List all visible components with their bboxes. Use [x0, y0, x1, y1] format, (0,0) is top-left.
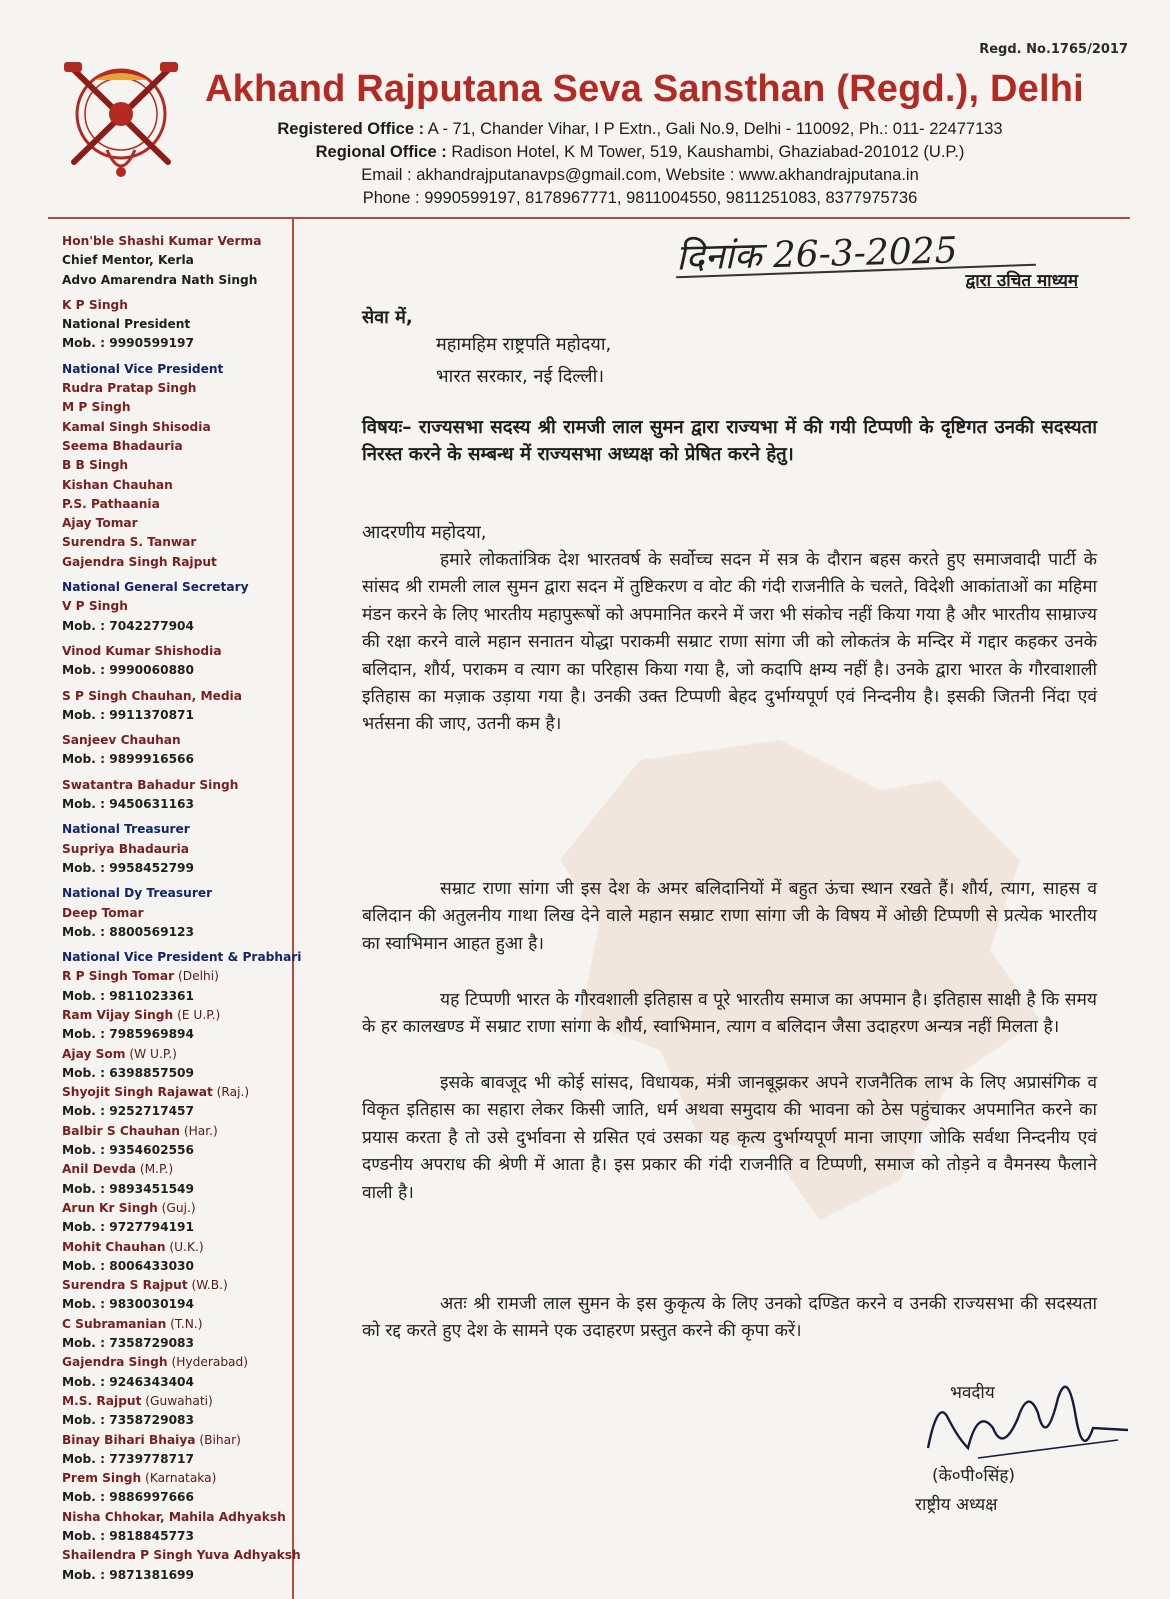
sidebar-entry [62, 495, 287, 514]
letter-paragraph-2: सम्राट राणा सांगा जी इस देश के अमर बलिदानियों में बहुत ऊंचा स्थान रखते हैं। शौर्य, त्याग, साहस व बलिदान की अतुलनीय गाथा लिख देने वाले महान सम्राट राणा सांगा जी के विषय में ओछी टिप्पणी से प्रत्येक भारतीय का स्वाभिमान आहत हुआ है। [362, 879, 1097, 954]
sidebar-entry-text: Ajay Som [62, 1046, 126, 1061]
sidebar-entry-text: National Dy Treasurer [62, 886, 213, 901]
sidebar-entry [62, 476, 287, 495]
sidebar-entry [62, 859, 287, 878]
sidebar-entry-region: (Bihar) [195, 1432, 241, 1447]
sidebar-entry-text: Seema Bhadauria [62, 438, 183, 453]
sidebar-entry [62, 1392, 287, 1411]
sidebar-entry [62, 1546, 301, 1565]
sidebar-entry-text: Mob. : 9246343404 [62, 1374, 195, 1389]
sidebar-entry-text: National General Secretary [62, 580, 249, 595]
sidebar-entry [62, 1276, 287, 1295]
sidebar-entry [62, 661, 287, 680]
sidebar-entry-text: National Treasurer [62, 822, 190, 837]
sidebar-entry [62, 1527, 287, 1546]
sidebar-entry-text: Nisha Chhokar, Mahila Adhyaksh [62, 1509, 286, 1524]
sidebar-entry [62, 687, 287, 706]
sidebar-entry [62, 1083, 287, 1102]
sidebar-entry [62, 1566, 287, 1585]
letter-paragraph-4: इसके बावजूद भी कोई सांसद, विधायक, मंत्री जानबूझकर अपने राजनैतिक लाभ के लिए अप्रासंगिक व विकृत इतिहास का सहारा लेकर किसी जाति, धर्म अथवा समुदाय की भावना को ठेस पहुंचाकर अपमानित करने का प्रयास करता है तो उसे दुर्भावना से ग्रसित एवं उसका यह कृत्य दुर्भाग्यपूर्ण माना जाएगा जोकि सर्वथा निन्दनीय एवं दण्डनीय अपराध की श्रेणी में आता है। इस प्रकार की गंदी राजनीति व टिप्पणी, समाज को तोड़ने व वैमनस्य फैलाने वाली है। [362, 1073, 1097, 1203]
sidebar-entry-text: Mob. : 7358729083 [62, 1413, 195, 1428]
sidebar-entry [62, 597, 287, 616]
sidebar-entry [62, 840, 287, 859]
sidebar-entry-text: Gajendra Singh [62, 1355, 168, 1370]
sidebar-entry [62, 948, 302, 967]
sidebar-entry-text: Mohit Chauhan [62, 1239, 166, 1254]
through-proper-channel: द्वारा उचित माध्यम [965, 271, 1078, 291]
sidebar-entry-text: Surendra S Rajput [62, 1278, 188, 1293]
signatory-name: (के०पी०सिंह) [932, 1466, 1015, 1486]
registered-office-label: Registered Office : [277, 120, 425, 138]
sidebar-entry-text: Mob. : 7985969894 [62, 1027, 195, 1042]
sidebar-entry-text: Mob. : 7042277904 [62, 618, 195, 633]
sidebar-entry-text: Arun Kr Singh [62, 1200, 158, 1215]
sidebar-entry-text: Gajendra Singh Rajput [62, 554, 217, 569]
sidebar-entry-text: Mob. : 9727794191 [62, 1220, 195, 1235]
sidebar-entry-text: Kamal Singh Shisodia [62, 419, 211, 434]
sidebar-entry-text: Rudra Pratap Singh [62, 381, 197, 396]
sidebar-rule [292, 217, 294, 1599]
sidebar-entry-text: Chief Mentor, Kerla [62, 253, 194, 268]
sidebar-entry-text: Surendra S. Tanwar [62, 535, 197, 550]
letter-paragraph-5: अतः श्री रामजी लाल सुमन के इस कुकृत्य के लिए उनको दण्डित करने व उनकी राज्यसभा की सदस्यता को रद्द करते हुए देश के सामने एक उदाहरण प्रस्तुत करने की कृपा करें। [362, 1294, 1097, 1342]
sidebar-entry-region: (U.K.) [165, 1239, 204, 1254]
regional-office-line [200, 143, 1080, 162]
sidebar-entry-text: Mob. : 9886997666 [62, 1490, 195, 1505]
sidebar-entry-text: Mob. : 9450631163 [62, 797, 195, 812]
sidebar-entry [62, 820, 287, 839]
sidebar-entry-text: Kishan Chauhan [62, 477, 173, 492]
sidebar-entry-text: B B Singh [62, 458, 129, 473]
sidebar-entry [62, 456, 287, 475]
sidebar-entry-text: Ram Vijay Singh [62, 1007, 174, 1022]
sidebar-entry [62, 987, 287, 1006]
sidebar-entry-text: Mob. : 7739778717 [62, 1451, 195, 1466]
sidebar-entry-text: Deep Tomar [62, 905, 144, 920]
signatory-title: राष्ट्रीय अध्यक्ष [915, 1495, 998, 1515]
sidebar-entry [62, 923, 287, 942]
sidebar-entry [62, 1006, 287, 1025]
sidebar-entry [62, 578, 287, 597]
sidebar-entry-text: Prem Singh [62, 1471, 142, 1486]
sidebar-entry [62, 398, 287, 417]
sidebar-entry [62, 232, 287, 251]
sidebar-entry [62, 1141, 287, 1160]
sidebar-entry-text: Hon'ble Shashi Kumar Verma [62, 234, 262, 248]
sidebar-entry-region: (E U.P.) [173, 1007, 221, 1022]
sidebar-entry [62, 1102, 287, 1121]
registration-number: Regd. No.1765/2017 [979, 42, 1128, 57]
sidebar-entry-text: P.S. Pathaania [62, 496, 160, 511]
sidebar-entry-region: (T.N.) [166, 1316, 203, 1331]
sidebar-entry [62, 533, 287, 552]
phone-line: Phone : 9990599197, 8178967771, 9811004550, 9811251083, 8377975736 [362, 189, 918, 207]
email-website-line: Email : akhandrajputanavps@gmail.com, Website : www.akhandrajputana.in [361, 166, 919, 184]
sidebar-entry [62, 731, 287, 750]
sidebar-entry-region: (W U.P.) [125, 1046, 177, 1061]
sidebar-entry [62, 1315, 287, 1334]
sidebar-entry-text: C Subramanian [62, 1316, 167, 1331]
sidebar-entry [62, 884, 287, 903]
sidebar-entry-text: Mob. : 9354602556 [62, 1143, 195, 1158]
sidebar-entry-text: Binay Bihari Bhaiya [62, 1432, 196, 1447]
sidebar-entry-text: Swatantra Bahadur Singh [62, 777, 239, 792]
sidebar-entry-text: S P Singh Chauhan, Media [62, 688, 242, 703]
organisation-logo [52, 52, 190, 184]
sidebar-entry-text: Supriya Bhadauria [62, 841, 190, 856]
sidebar-entry [62, 1045, 287, 1064]
sidebar-entry [62, 1025, 287, 1044]
registered-office-address: A - 71, Chander Vihar, I P Extn., Gali No.9, Delhi - 110092, Ph.: 011- 22477133 [427, 120, 1003, 138]
sidebar-entry [62, 315, 287, 334]
addressee-line-1: महामहिम राष्ट्रपति महोदया, [436, 334, 612, 355]
sidebar-entry-text: National President [62, 317, 191, 332]
sidebar-entry [62, 1160, 287, 1179]
sidebar-entry-region: (Hyderabad) [167, 1355, 249, 1370]
sidebar-entry [62, 379, 287, 398]
sidebar-entry-text: Mob. : 7358729083 [62, 1336, 195, 1351]
sidebar-entry-text: Shailendra P Singh Yuva Adhyaksh [62, 1548, 301, 1563]
sidebar-entry [62, 1180, 287, 1199]
regional-office-address: Radison Hotel, K M Tower, 519, Kaushambi, Ghaziabad-201012 (U.P.) [451, 143, 965, 161]
sidebar-entry-text: Ajay Tomar [62, 516, 138, 531]
regional-office-label: Regional Office : [315, 143, 447, 161]
sidebar-entry [62, 271, 287, 290]
sidebar-entry [62, 360, 287, 379]
sidebar-entry [62, 437, 287, 456]
sidebar-entry-text: Mob. : 9911370871 [62, 707, 195, 722]
sidebar-entry [62, 296, 287, 315]
sidebar-entry [62, 617, 287, 636]
letter-date: दिनांक 26-3-2025 [675, 230, 959, 279]
sidebar-entry [62, 1295, 287, 1314]
closing-yours: भवदीय [950, 1383, 995, 1403]
sidebar-entry-text: M.S. Rajput [62, 1393, 142, 1408]
sidebar-entry-region: (W.B.) [187, 1278, 228, 1293]
sidebar-entry-text: Balbir S Chauhan [62, 1123, 180, 1138]
sidebar-entry [62, 1064, 287, 1083]
sidebar-entry-region: (Har.) [179, 1123, 218, 1138]
sidebar-entry [62, 1431, 287, 1450]
sidebar-entry [62, 1334, 287, 1353]
sidebar-entry [62, 251, 287, 270]
sidebar-entry [62, 1469, 287, 1488]
sidebar-entry [62, 1122, 287, 1141]
sidebar-entry-region: (Karnataka) [141, 1471, 217, 1486]
sidebar-entry [62, 1353, 287, 1372]
sidebar-entry [62, 1450, 287, 1469]
sidebar-entry [62, 642, 287, 661]
sidebar-entry [62, 1238, 287, 1257]
sidebar-entry [62, 904, 287, 923]
sidebar-entry [62, 1411, 287, 1430]
sidebar-entry-text: Mob. : 9958452799 [62, 860, 195, 875]
sidebar-entry-region: (M.P.) [135, 1162, 174, 1177]
sidebar-entry-text: Mob. : 9871381699 [62, 1567, 195, 1582]
sidebar-entry-text: V P Singh [62, 599, 128, 614]
sidebar-entry [62, 1508, 287, 1527]
sidebar-entry-text: R P Singh Tomar [62, 969, 175, 984]
sidebar-entry-text: Shyojit Singh Rajawat [62, 1085, 213, 1100]
sidebar-entry [62, 1488, 287, 1507]
addressee-line-2: भारत सरकार, नई दिल्ली। [436, 366, 605, 387]
sidebar-entry [62, 795, 287, 814]
sidebar-entry [62, 967, 287, 986]
sidebar-entry-region: (Guwahati) [141, 1393, 213, 1408]
sidebar-entry [62, 1199, 287, 1218]
letter-paragraph-1: हमारे लोकतांत्रिक देश भारतवर्ष के सर्वोच्च सदन में सत्र के दौरान बहस करते हुए समाजवादी पार्टी के सांसद श्री रामली लाल सुमन द्वारा सदन में तुष्टिकरण व वोट की गंदी राजनीति के चलते, विदेशी आकांताओं का महिमा मंडन करने के लिए भारतीय महापुरूषों को अपमानित करने में जरा भी संकोच नहीं किया गया है और भारतीय साम्राज्य की रक्षा करने वाले महान सनातन योद्धा पराकमी सम्राट राणा सांगा जी को लोकतंत्र के मन्दिर में गद्दार कहकर उनके बलिदान, शौर्य, पराकम व त्याग का परिहास किया गया है, जो कदापि क्षम्य नहीं है। उनके द्वारा भारत के गौरवाशाली इतिहास का मज़ाक उड़ाया गया है। उनकी उक्त टिप्पणी बेहद दुर्भाग्यपूर्ण एवं निन्दनीय है। इसकी जितनी निंदा एवं भर्तसना की जाए, उतनी कम है। [362, 550, 1097, 735]
sidebar-entry [62, 750, 287, 769]
sidebar-entry-region: (Raj.) [212, 1085, 250, 1100]
registered-office-line [200, 120, 1080, 139]
header-rule [48, 217, 1130, 219]
sidebar-entry-text: Mob. : 8006433030 [62, 1258, 195, 1273]
sidebar-entry-text: K P Singh [62, 297, 128, 312]
sidebar-entry-text: Mob. : 8800569123 [62, 924, 195, 939]
organisation-name: Akhand Rajputana Seva Sansthan (Regd.), Delhi [205, 68, 1084, 110]
letter-subject: विषयः– राज्यसभा सदस्य श्री रामजी लाल सुमन द्वारा राज्यभा में की गयी टिप्पणी के दृष्टिगत उनकी सदस्यता निरस्त करने के सम्बन्ध में राज्यसभा अध्यक्ष को प्रेषित करने हेतु। [362, 417, 1097, 465]
sidebar-entry-text: Vinod Kumar Shishodia [62, 643, 222, 658]
sidebar-entry [62, 418, 287, 437]
sidebar-entry-text: Mob. : 9818845773 [62, 1529, 195, 1543]
sidebar-entry-text: M P Singh [62, 400, 131, 415]
sidebar-entry-text: National Vice President [62, 361, 224, 376]
sidebar-entry-text: Mob. : 9990599197 [62, 336, 195, 351]
salutation-to: सेवा में, [362, 307, 413, 328]
sidebar-entry [62, 553, 287, 572]
handwritten-signature [918, 1358, 1138, 1478]
sidebar-entry-text: Mob. : 9830030194 [62, 1297, 195, 1312]
sidebar-entry-text: Mob. : 9990060880 [62, 663, 195, 678]
letter-greeting: आदरणीय महोदया, [362, 522, 487, 543]
sidebar-entry-text: Mob. : 9899916566 [62, 752, 195, 767]
office-bearers-sidebar [62, 232, 302, 1585]
letter-paragraph-3: यह टिप्पणी भारत के गौरवशाली इतिहास व पूरे भारतीय समाज का अपमान है। इतिहास साक्षी है कि समय के हर कालखण्ड में सम्राट राणा सांगा के शौर्य, स्वाभिमान, त्याग व बलिदान जैसा उदाहरण अन्यत्र नहीं मिलता है। [362, 990, 1097, 1038]
sidebar-entry [62, 706, 287, 725]
sidebar-entry-text: Mob. : 9893451549 [62, 1181, 195, 1196]
sidebar-entry-region: (Delhi) [174, 969, 219, 984]
sidebar-entry-text: Anil Devda [62, 1162, 136, 1177]
sidebar-entry [62, 1257, 287, 1276]
sidebar-entry-region: (Guj.) [157, 1200, 196, 1215]
sidebar-entry [62, 776, 287, 795]
sidebar-entry-text: Mob. : 9252717457 [62, 1104, 195, 1119]
sidebar-entry [62, 334, 287, 353]
sidebar-entry-text: Advo Amarendra Nath Singh [62, 272, 258, 287]
sidebar-entry [62, 1218, 287, 1237]
sidebar-entry [62, 514, 287, 533]
sidebar-entry-text: National Vice President & Prabhari [62, 950, 302, 965]
sidebar-entry [62, 1373, 287, 1392]
sidebar-entry-text: Mob. : 6398857509 [62, 1065, 195, 1080]
sidebar-entry-text: Sanjeev Chauhan [62, 733, 181, 748]
sidebar-entry-text: Mob. : 9811023361 [62, 988, 195, 1003]
